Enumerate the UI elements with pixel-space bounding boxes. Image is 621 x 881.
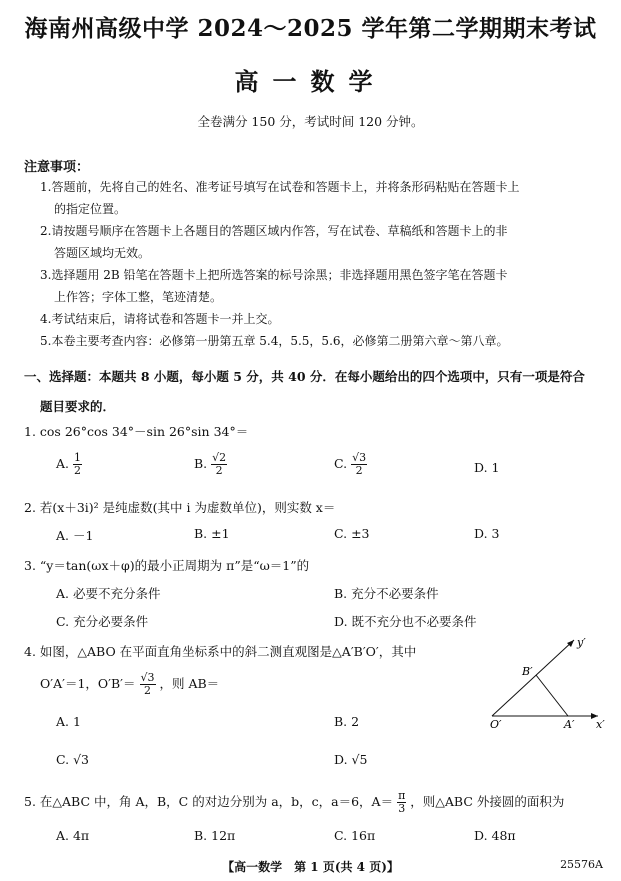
exam-subject: 高一数学: [234, 67, 387, 96]
q1-option-d: D. 1: [474, 460, 500, 475]
q3-option-b: B. 充分不必要条件: [334, 586, 439, 601]
denominator: 2: [355, 464, 363, 477]
stem-text: ，则△ABC 外接圆的面积为: [410, 794, 565, 809]
note-line: 答题区域均无效。: [54, 246, 151, 260]
option-label: B.: [194, 456, 208, 471]
q5-option-c: C. 16π: [334, 828, 376, 843]
question-1-stem: 1. cos 26°cos 34°－sin 26°sin 34°＝: [24, 424, 249, 439]
fraction: [140, 672, 156, 697]
y-axis: [492, 640, 574, 716]
numerator: √3: [140, 671, 155, 684]
denominator: 2: [144, 684, 151, 697]
q2-option-a: A. －1: [56, 528, 94, 543]
label-o: O′: [490, 718, 502, 731]
q2-option-b: B. ±1: [194, 526, 230, 541]
given-text: ，则 AB＝: [159, 676, 220, 691]
question-2-stem: 2. 若(x＋3i)² 是纯虚数(其中 i 为虚数单位)，则实数 x＝: [24, 500, 336, 515]
segment-b-a: [536, 675, 568, 716]
note-line: 上作答；字体工整，笔迹清楚。: [54, 290, 223, 304]
q2-option-d: D. 3: [474, 526, 500, 541]
paper-code: 25576A: [560, 858, 603, 871]
question-5-stem: [24, 790, 564, 815]
q5-option-d: D. 48π: [474, 828, 516, 843]
option-label: A.: [56, 456, 70, 471]
q4-option-a: A. 1: [56, 714, 81, 729]
option-label: C.: [334, 456, 348, 471]
fraction: [351, 452, 367, 477]
label-b: B′: [522, 665, 533, 678]
exam-meta: 全卷满分 150 分，考试时间 120 分钟。: [197, 114, 424, 129]
label-x: x′: [596, 718, 605, 731]
denominator: 2: [215, 464, 223, 477]
given-text: O′A′＝1，O′B′＝: [40, 676, 136, 691]
q5-option-a: A. 4π: [56, 828, 90, 843]
fraction: [397, 790, 406, 815]
note-line: 的指定位置。: [54, 202, 127, 216]
q1-option-c: [334, 452, 367, 477]
question-4-given: [40, 672, 219, 697]
numerator: 1: [74, 451, 81, 464]
question-3-stem: 3. “y＝tan(ωx＋φ)的最小正周期为 π”是“ω＝1”的: [24, 558, 310, 573]
note-line: 3.选择题用 2B 铅笔在答题卡上把所选答案的标号涂黑；非选择题用黑色签字笔在答题卡: [40, 268, 508, 282]
q1-option-a: [56, 452, 82, 477]
q3-option-d: D. 既不充分也不必要条件: [334, 614, 477, 629]
numerator: √2: [212, 451, 227, 464]
q4-option-d: D. √5: [334, 752, 368, 767]
q3-option-c: C. 充分必要条件: [56, 614, 149, 629]
oblique-triangle-figure: [470, 632, 610, 732]
numerator: π: [398, 789, 406, 802]
note-line: 5.本卷主要考查内容：必修第一册第五章 5.4，5.5，5.6，必修第二册第六章～第八章。: [40, 334, 509, 348]
section-heading-cont: 题目要求的．: [40, 399, 116, 414]
label-y: y′: [577, 636, 586, 649]
q4-option-b: B. 2: [334, 714, 360, 729]
exam-title: 海南州高级中学 2024～2025 学年第二学期期末考试: [24, 15, 597, 42]
q3-option-a: A. 必要不充分条件: [56, 586, 161, 601]
note-line: 1.答题前，先将自己的姓名、准考证号填写在试卷和答题卡上，并将条形码粘贴在答题卡上: [40, 180, 520, 194]
denominator: 2: [74, 464, 81, 477]
section-heading: 一、选择题：本题共 8 小题，每小题 5 分，共 40 分．在每小题给出的四个选项中，只有一项是符合: [24, 369, 585, 384]
note-line: 2.请按题号顺序在答题卡上各题目的答题区域内作答，写在试卷、草稿纸和答题卡上的非: [40, 224, 508, 238]
question-4-stem: 4. 如图，△ABO 在平面直角坐标系中的斜二测直观图是△A′B′O′，其中: [24, 644, 417, 659]
q2-option-c: C. ±3: [334, 526, 370, 541]
fraction: [211, 452, 227, 477]
numerator: √3: [352, 451, 367, 464]
stem-text: 5. 在△ABC 中，角 A，B，C 的对边分别为 a，b，c，a＝6，A＝: [24, 794, 394, 809]
note-line: 4.考试结束后，请将试卷和答题卡一并上交。: [40, 312, 280, 326]
q1-option-b: [194, 452, 227, 477]
q4-option-c: C. √3: [56, 752, 89, 767]
page-footer: 【高一数学 第 1 页(共 4 页)】: [222, 860, 399, 874]
q5-option-b: B. 12π: [194, 828, 236, 843]
notes-heading: 注意事项：: [24, 160, 90, 175]
label-a: A′: [564, 718, 575, 731]
denominator: 3: [398, 802, 406, 815]
fraction: [73, 452, 82, 477]
